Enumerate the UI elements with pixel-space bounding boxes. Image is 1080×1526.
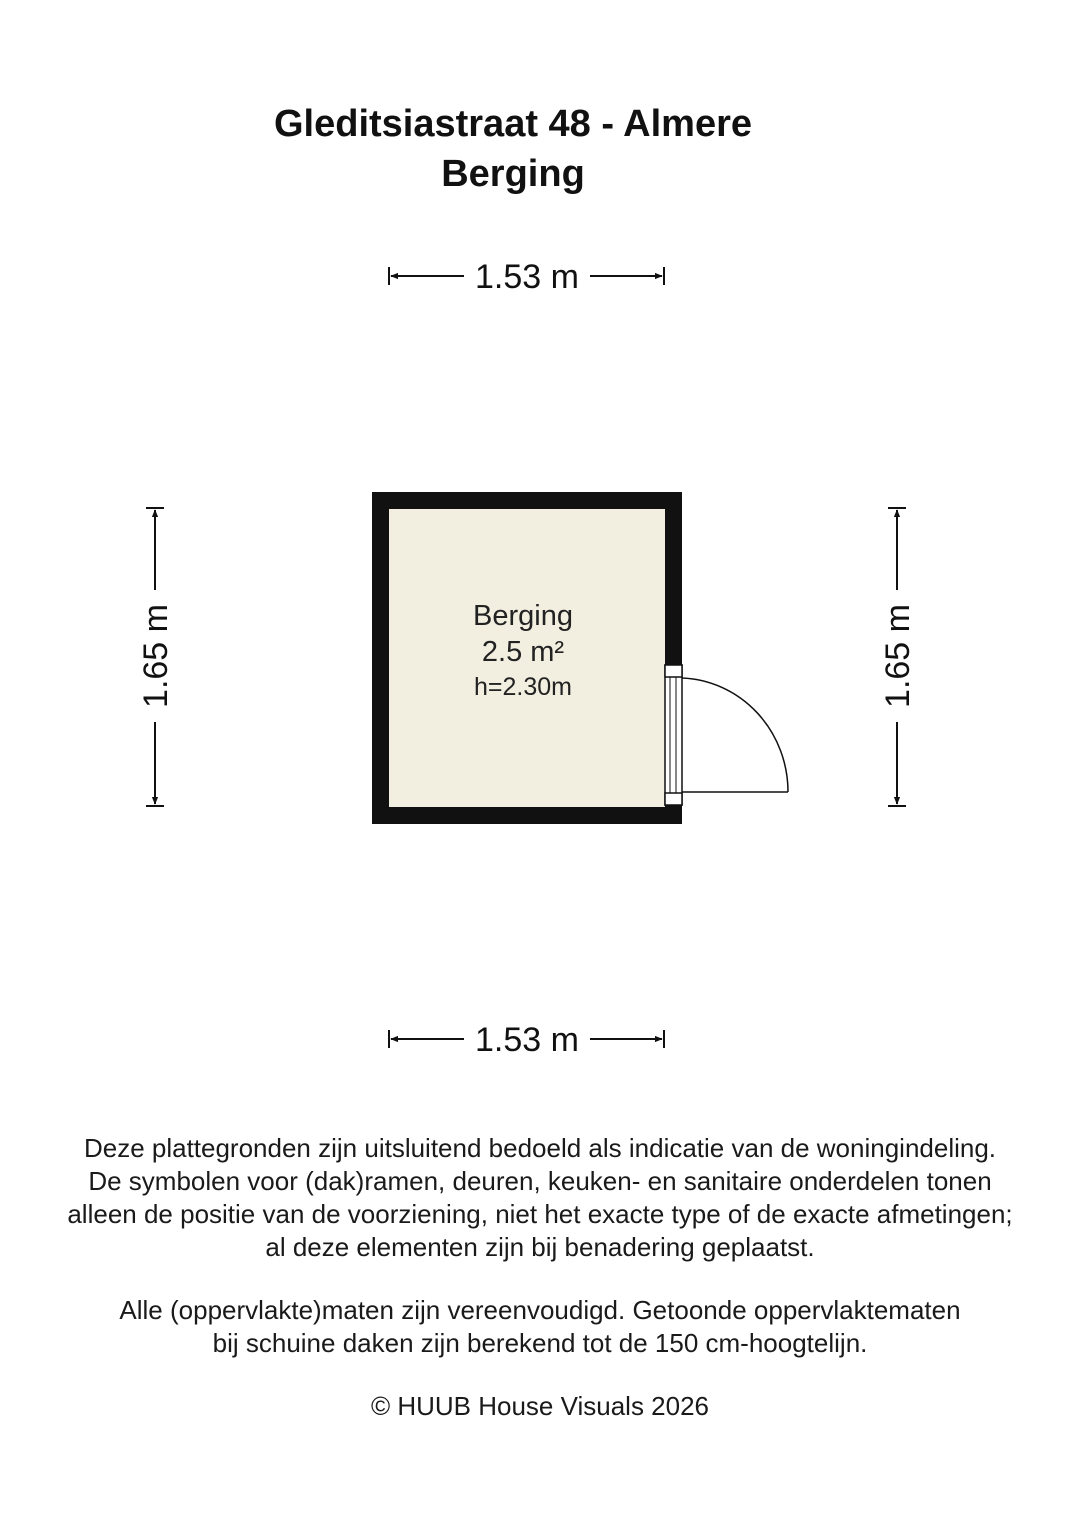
copyright: © HUUB House Visuals 2026 (370, 1391, 710, 1421)
dimension-top-label: 1.53 m (475, 258, 579, 296)
dimension-bottom-label: 1.53 m (475, 1021, 579, 1059)
room-name: Berging (473, 600, 573, 632)
room-berging (372, 492, 788, 824)
disclaimer-line: Alle (oppervlakte)maten zijn vereenvoudigd. Getoonde oppervlaktematen (119, 1295, 961, 1325)
dimension-right-height (879, 508, 917, 806)
disclaimer-line: bij schuine daken zijn berekend tot de 150 cm-hoogtelijn. (212, 1328, 868, 1358)
disclaimer-line: De symbolen voor (dak)ramen, deuren, keuken- en sanitaire onderdelen tonen (88, 1166, 992, 1196)
page-title: Gleditsiastraat 48 - Almere (273, 103, 753, 145)
dimension-bottom-width (389, 1021, 664, 1059)
disclaimer-paragraph-1 (0, 1132, 1080, 1264)
disclaimer-line: al deze elementen zijn bij benadering geplaatst. (265, 1232, 815, 1262)
dimension-left-label: 1.65 m (137, 604, 175, 708)
door-swing-arc (682, 678, 788, 792)
dimension-left-height (137, 508, 175, 806)
disclaimer-line: alleen de positie van de voorziening, niet het exacte type of de exacte afmetingen; (67, 1199, 1013, 1229)
dimension-right-label: 1.65 m (879, 604, 917, 708)
dimension-top-width (389, 258, 664, 296)
disclaimer-paragraph-2 (0, 1294, 1080, 1360)
door (665, 665, 788, 805)
page-subtitle: Berging (441, 153, 585, 195)
room-area: 2.5 m² (481, 636, 565, 668)
room-ceiling-height: h=2.30m (474, 673, 572, 701)
disclaimer-line: Deze plattegronden zijn uitsluitend bedoeld als indicatie van de woningindeling. (83, 1133, 997, 1163)
